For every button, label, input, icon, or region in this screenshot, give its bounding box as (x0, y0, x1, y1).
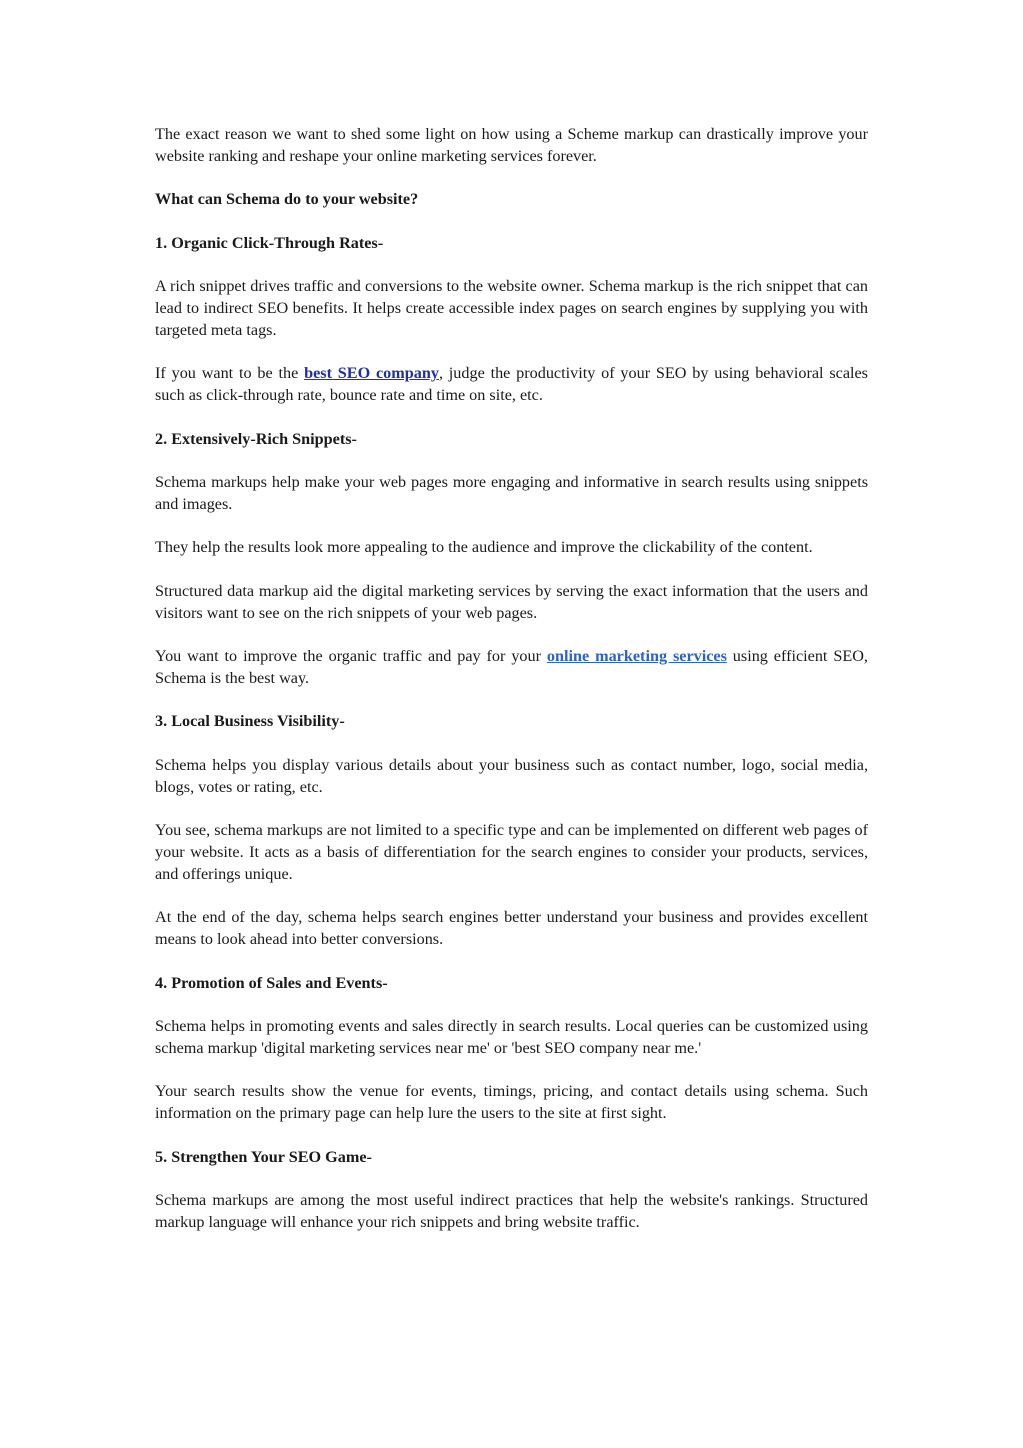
section-rich-snippets (155, 429, 868, 690)
paragraph: You see, schema markups are not limited to a specific type and can be implemented on different web pages of your website. It acts as a basis of differentiation for the search engines to consider your products, services, and offerings unique. (155, 821, 868, 883)
document-page (155, 124, 868, 1255)
paragraph: Your search results show the venue for events, timings, pricing, and contact details using schema. Such information on the primary page can help lure the users to the site at first sight. (155, 1082, 868, 1123)
section-heading: 4. Promotion of Sales and Events- (155, 973, 388, 992)
section-organic-ctr (155, 233, 868, 407)
paragraph-with-link (155, 646, 868, 690)
main-heading: What can Schema do to your website? (155, 190, 419, 209)
intro-paragraph: The exact reason we want to shed some light on how using a Scheme markup can drastically improve your website ranking and reshape your online marketing services forever. (155, 125, 868, 165)
paragraph: Schema helps in promoting events and sales directly in search results. Local queries can be customized using schema markup 'digital marketing services near me' or 'best SEO company near me.' (155, 1017, 868, 1057)
paragraph: Schema markups are among the most useful indirect practices that help the website's rankings. Structured markup language will enhance your rich snippets and bring website traffic. (155, 1191, 868, 1231)
best-seo-company-link[interactable]: best SEO company (304, 364, 439, 383)
section-heading: 3. Local Business Visibility- (155, 712, 345, 731)
paragraph: Structured data markup aid the digital marketing services by serving the exact information that the users and visitors want to see on the rich snippets of your web pages. (155, 581, 868, 622)
text-span: using efficient SEO, Schema is the best way. (155, 647, 868, 687)
paragraph: Schema helps you display various details about your business such as contact number, logo, social media, blogs, votes or rating, etc. (155, 755, 868, 796)
paragraph: Schema markups help make your web pages more engaging and informative in search results using snippets and images. (155, 473, 868, 513)
online-marketing-services-link[interactable]: online marketing services (546, 647, 727, 666)
section-heading: 2. Extensively-Rich Snippets- (155, 429, 357, 448)
section-local-business (155, 711, 868, 950)
section-heading: 5. Strengthen Your SEO Game- (155, 1147, 372, 1166)
section-heading: 1. Organic Click-Through Rates- (155, 233, 384, 252)
paragraph: They help the results look more appealing to the audience and improve the clickability of the content. (155, 538, 813, 557)
paragraph: At the end of the day, schema helps search engines better understand your business and provides excellent means to look ahead into better conversions. (155, 908, 868, 949)
section-seo-game (155, 1147, 868, 1234)
text-span: , judge the productivity of your SEO by using behavioral scales such as click-through rate, bounce rate and time on site, etc. (155, 364, 868, 405)
paragraph-with-link (155, 363, 868, 407)
text-span: You want to improve the organic traffic and pay for your (155, 647, 547, 666)
text-span: If you want to be the (155, 364, 305, 383)
section-sales-events (155, 973, 868, 1125)
paragraph: A rich snippet drives traffic and conversions to the website owner. Schema markup is the rich snippet that can lead to indirect SEO benefits. It helps create accessible index pages on search engines by supplying you with targeted meta tags. (155, 277, 868, 339)
